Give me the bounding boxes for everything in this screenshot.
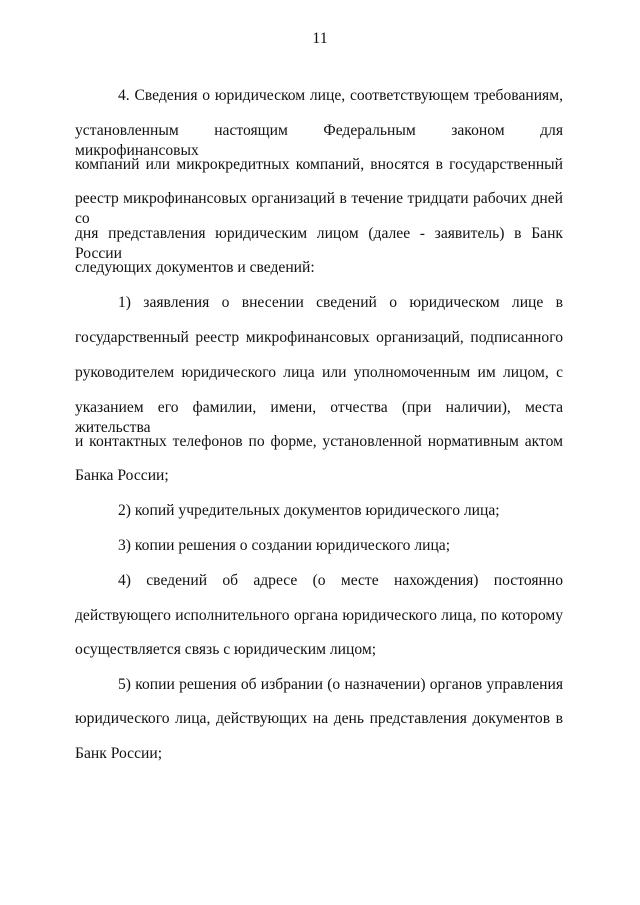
text-line: руководителем юридического лица или уполномоченным им лицом, с bbox=[75, 364, 563, 381]
text-line: и контактных телефонов по форме, установленной нормативным актом bbox=[75, 433, 563, 450]
text-line: установленным настоящим Федеральным законом для микрофинансовых bbox=[75, 122, 563, 159]
text-line: реестр микрофинансовых организаций в течение тридцати рабочих дней со bbox=[75, 190, 563, 227]
text-line: 4. Сведения о юридическом лице, соответствующем требованиям, bbox=[118, 87, 563, 104]
text-line: действующего исполнительного органа юридического лица, по которому bbox=[75, 607, 563, 624]
text-line: государственный реестр микрофинансовых организаций, подписанного bbox=[75, 329, 563, 346]
text-line: 3) копии решения о создании юридического лица; bbox=[118, 537, 451, 554]
text-line: дня представления юридическим лицом (далее - заявитель) в Банк России bbox=[75, 225, 563, 262]
text-line: Банк России; bbox=[75, 745, 163, 762]
page-number: 11 bbox=[312, 30, 328, 47]
text-line: указанием его фамилии, имени, отчества (при наличии), места жительства bbox=[75, 399, 563, 436]
text-line: 2) копий учредительных документов юридического лица; bbox=[118, 502, 500, 519]
text-line: 4) сведений об адресе (о месте нахождения) постоянно bbox=[118, 572, 563, 589]
text-line: компаний или микрокредитных компаний, вносятся в государственный bbox=[75, 156, 563, 173]
text-line: 5) копии решения об избрании (о назначении) органов управления bbox=[118, 676, 563, 693]
text-line: осуществляется связь с юридическим лицом; bbox=[75, 641, 377, 658]
text-line: следующих документов и сведений: bbox=[75, 259, 315, 276]
text-line: 1) заявления о внесении сведений о юридическом лице в bbox=[118, 294, 563, 311]
text-line: Банка России; bbox=[75, 467, 169, 484]
text-line: юридического лица, действующих на день представления документов в bbox=[75, 710, 563, 727]
